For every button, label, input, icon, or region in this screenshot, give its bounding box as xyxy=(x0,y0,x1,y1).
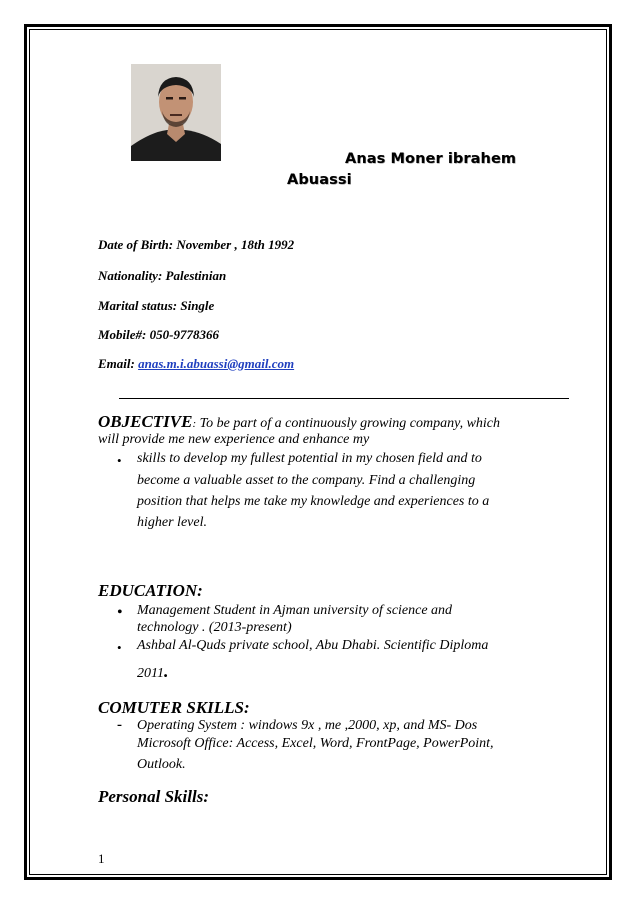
candidate-name-line1: Anas Moner ibrahem xyxy=(345,151,517,167)
profile-photo xyxy=(131,64,221,161)
education-item2-line1: Ashbal Al-Quds private school, Abu Dhabi. Scientific Diploma xyxy=(137,638,489,653)
email-label: Email: xyxy=(98,356,139,371)
email-link[interactable]: anas.m.i.abuassi@gmail.com xyxy=(138,356,295,371)
candidate-name-line2: Abuassi xyxy=(287,172,352,188)
education-item2-line2 xyxy=(137,661,168,682)
computer-skills-heading: COMUTER SKILLS: xyxy=(98,698,250,717)
computer-skills-bullet: - xyxy=(117,717,122,733)
education-item1-line1: Management Student in Ajman university of science and xyxy=(137,603,453,618)
section-divider xyxy=(119,398,569,399)
objective-heading: OBJECTIVE xyxy=(98,412,193,431)
computer-skills-line3: Outlook. xyxy=(137,757,186,772)
objective-row xyxy=(98,412,500,432)
marital-status: Marital status: Single xyxy=(98,298,215,313)
computer-skills-line1: Operating System : windows 9x , me ,2000, xp, and MS- Dos xyxy=(137,718,478,733)
education-bullet: • xyxy=(117,640,122,655)
objective-bullet: • xyxy=(117,453,122,468)
nationality: Nationality: Palestinian xyxy=(98,268,227,283)
objective-bullet-line: skills to develop my fullest potential in my chosen field and to xyxy=(137,451,482,466)
objective-text-line1: To be part of a continuously growing company, which xyxy=(196,416,501,431)
education-heading: EDUCATION: xyxy=(98,581,203,600)
objective-bullet-line: higher level. xyxy=(137,515,207,530)
mobile-number: Mobile#: 050-9778366 xyxy=(98,327,219,342)
personal-skills-heading: Personal Skills: xyxy=(98,787,209,806)
education-item2-year: 2011 xyxy=(137,666,164,681)
objective-bullet-line: become a valuable asset to the company. Find a challenging xyxy=(137,473,476,488)
email-row xyxy=(98,356,294,372)
education-item1-line2: technology . (2013-present) xyxy=(137,620,292,635)
education-item2-dot: . xyxy=(163,661,169,681)
page-number: 1 xyxy=(98,851,105,866)
objective-bullet-line: position that helps me take my knowledge and experiences to a xyxy=(137,494,490,509)
date-of-birth: Date of Birth: November , 18th 1992 xyxy=(98,237,295,252)
computer-skills-line2: Microsoft Office: Access, Excel, Word, FrontPage, PowerPoint, xyxy=(137,736,494,751)
objective-colon: : xyxy=(192,418,197,430)
objective-text-line2: will provide me new experience and enhance my xyxy=(98,432,370,447)
education-bullet: • xyxy=(117,604,123,621)
